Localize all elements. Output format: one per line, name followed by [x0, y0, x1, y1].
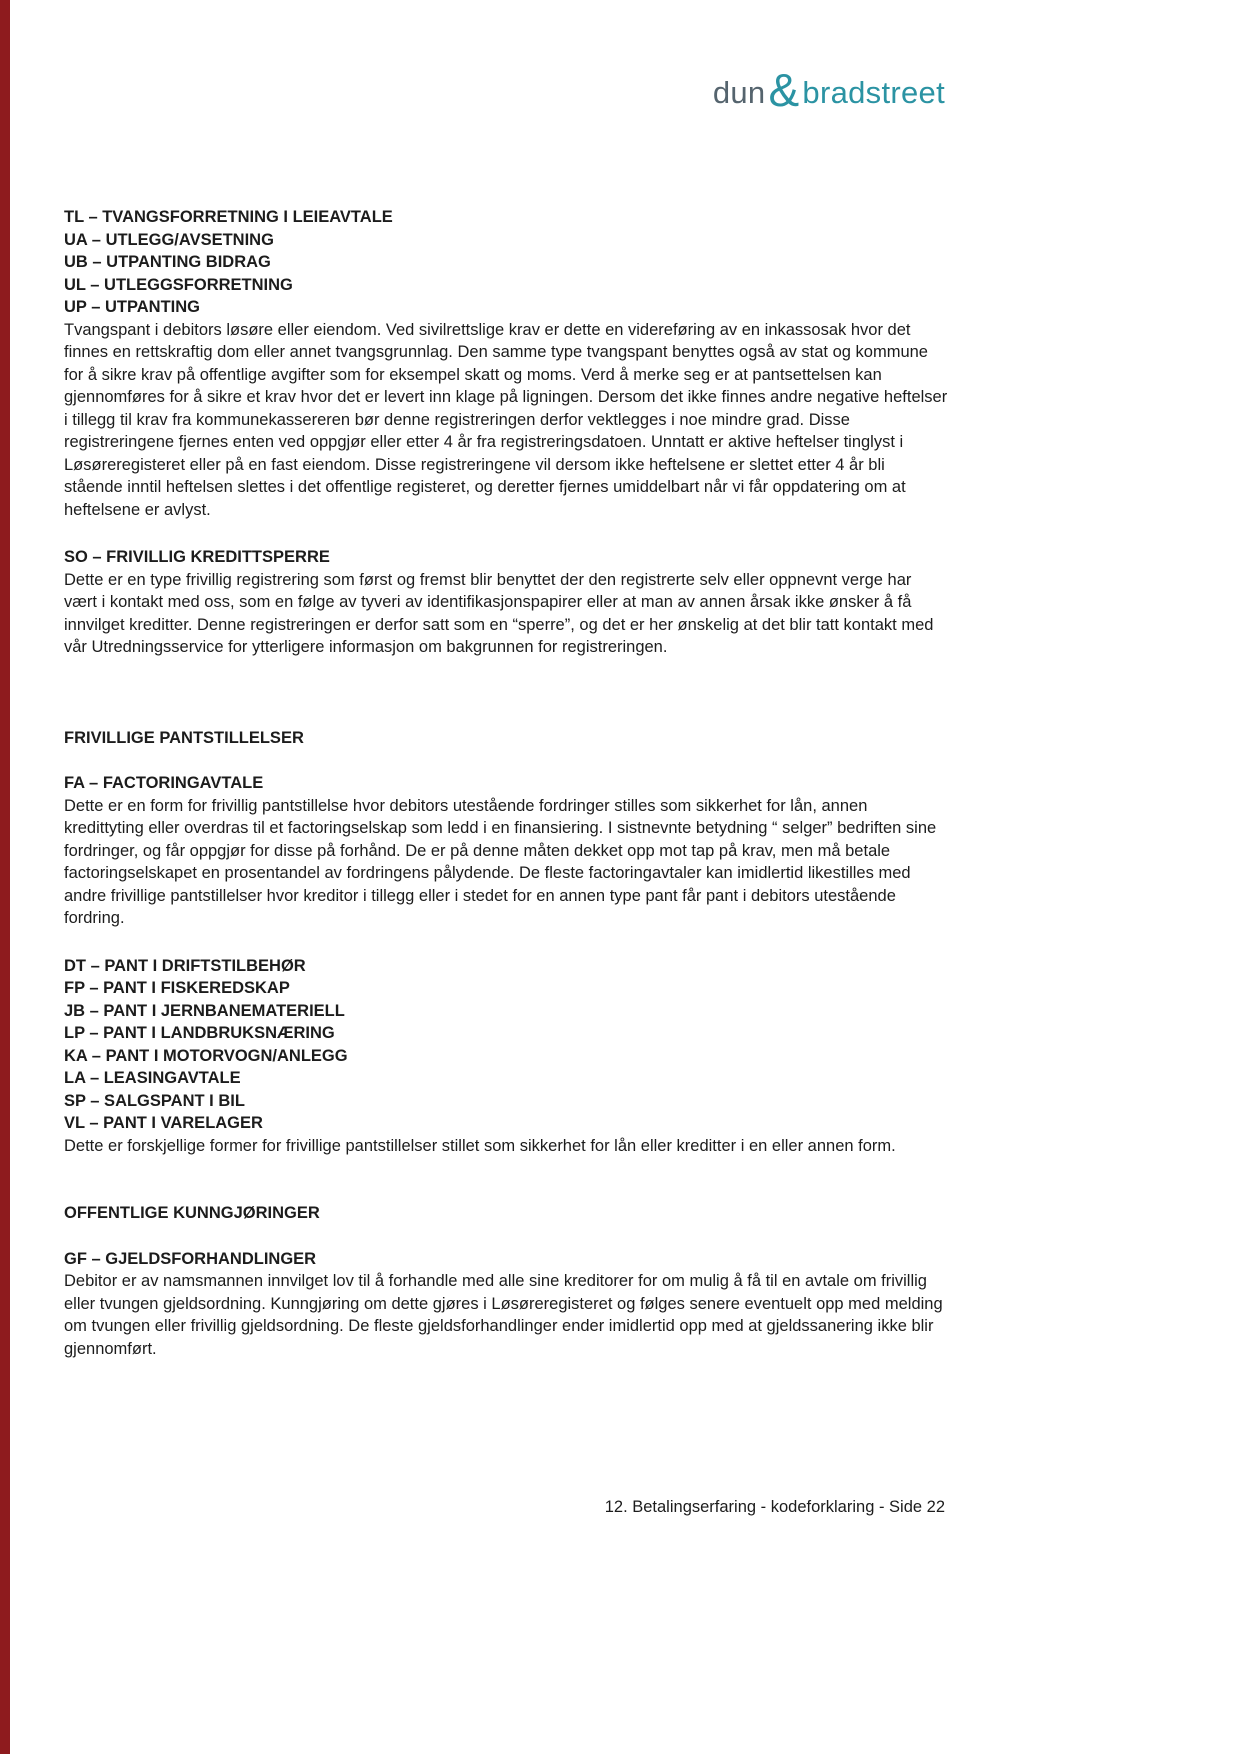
section-pant-codes	[64, 955, 948, 1158]
code-heading-ub: UB – UTPANTING BIDRAG	[64, 253, 271, 271]
paragraph-kredittsperre: Dette er en type frivillig registrering som først og fremst blir benyttet der den registrerte selv eller oppnevnt verge har vært i kontakt med oss, som en følge av tyveri av identifikasjonspapirer eller at man av annen årsak ikke ønsker å få innvilget kreditter. Denne registreringen er derfor satt som en “sperre”, og det er her ønskelig at det blir tatt kontakt med vår Utredningsservice for ytterligere informasjon om bakgrunnen for registreringen.	[64, 570, 934, 656]
page-content	[64, 206, 948, 1360]
code-heading-so: SO – FRIVILLIG KREDITTSPERRE	[64, 548, 330, 566]
code-heading-lp: LP – PANT I LANDBRUKSNÆRING	[64, 1024, 335, 1042]
paragraph-gjeldsforhandlinger: Debitor er av namsmannen innvilget lov til å forhandle med alle sine kreditorer for om mulig å få til en avtale om frivillig eller tvungen gjeldsordning. Kunngjøring om dette gjøres i Løsøreregisteret og følges senere eventuelt opp med melding om tvungen eller frivillig gjeldsordning. De fleste gjeldsforhandlinger ender imidlertid opp med at gjeldssanering ikke blir gjennomført.	[64, 1272, 943, 1358]
code-heading-fp: FP – PANT I FISKEREDSKAP	[64, 979, 290, 997]
logo-ampersand-icon: &	[768, 64, 800, 116]
section-kredittsperre	[64, 546, 948, 659]
footer-page-label: 12. Betalingserfaring - kodeforklaring - Side 22	[604, 1498, 945, 1516]
code-heading-la: LA – LEASINGAVTALE	[64, 1069, 241, 1087]
page-footer	[605, 1496, 945, 1518]
section-gjeldsforhandlinger	[64, 1248, 948, 1361]
section-title-frivillige-pantstillelser: FRIVILLIGE PANTSTILLELSER	[64, 728, 304, 747]
paragraph-factoring: Dette er en form for frivillig pantstillelse hvor debitors utestående fordringer stilles som sikkerhet for lån, annen kredittyting eller overdras til et factoringselskap som ledd i en finansiering. I sistnevnte betydning “ selger” bedriften sine fordringer, og får oppgjør for disse på forhånd. De er på denne måten dekket opp mot tap på krav, men må betale factoringselskapet en prosentandel av fordringens pålydende. De fleste factoringavtaler kan imidlertid likestilles med andre frivillige pantstillelser hvor kreditor i tillegg eller i stedet for en annen type pant får pant i debitors utestående fordring.	[64, 796, 937, 927]
section-title-offentlige-kunngjoringer: OFFENTLIGE KUNNGJØRINGER	[64, 1204, 320, 1222]
code-heading-ua: UA – UTLEGG/AVSETNING	[64, 230, 274, 249]
code-heading-jb: JB – PANT I JERNBANEMATERIELL	[64, 1001, 345, 1020]
code-heading-ul: UL – UTLEGGSFORRETNING	[64, 275, 293, 294]
section-factoring	[64, 772, 948, 930]
paragraph-pant: Dette er forskjellige former for frivillige pantstillelser stillet som sikkerhet for lån eller kreditter i en eller annen form.	[64, 1136, 896, 1155]
code-heading-dt: DT – PANT I DRIFTSTILBEHØR	[64, 956, 306, 975]
code-heading-fa: FA – FACTORINGAVTALE	[64, 774, 264, 792]
dun-bradstreet-logo	[712, 64, 945, 116]
section-tvangspant-codes	[64, 206, 948, 521]
code-heading-tl: TL – TVANGSFORRETNING I LEIEAVTALE	[64, 208, 393, 226]
logo-text-bradstreet: bradstreet	[802, 75, 945, 110]
code-heading-vl: VL – PANT I VARELAGER	[64, 1114, 263, 1132]
code-heading-gf: GF – GJELDSFORHANDLINGER	[64, 1249, 317, 1268]
code-heading-up: UP – UTPANTING	[64, 298, 200, 316]
paragraph-tvangspant: Tvangspant i debitors løsøre eller eiendom. Ved sivilrettslige krav er dette en videreføring av en inkassosak hvor det finnes en rettskraftig dom eller annet tvangsgrunnlag. Den samme type tvangspant benyttes også av stat og kommune for å sikre krav på offentlige avgifter som for eksempel skatt og moms. Verd å merke seg er at pantsettelsen kan gjennomføres for å sikre et krav hvor det er levert inn klage på ligningen. Dersom det ikke finnes andre negative heftelser i tillegg til krav fra kommunekassereren bør denne registreringen derfor vektlegges i noe mindre grad. Disse registreringene fjernes enten ved oppgjør eller etter 4 år fra registreringsdatoen. Unntatt er aktive heftelser tinglyst i Løsøreregisteret eller på en fast eiendom. Disse registreringene vil dersom ikke heftelsene er slettet etter 4 år bli stående inntil heftelsen slettes i det offentlige registeret, og deretter fjernes umiddelbart når vi får oppdatering om at heftelsene er avlyst.	[64, 320, 948, 519]
logo-text-dun: dun	[712, 75, 766, 110]
code-heading-ka: KA – PANT I MOTORVOGN/ANLEGG	[64, 1046, 348, 1065]
left-accent-bar	[0, 0, 10, 1754]
code-heading-sp: SP – SALGSPANT I BIL	[64, 1091, 245, 1110]
